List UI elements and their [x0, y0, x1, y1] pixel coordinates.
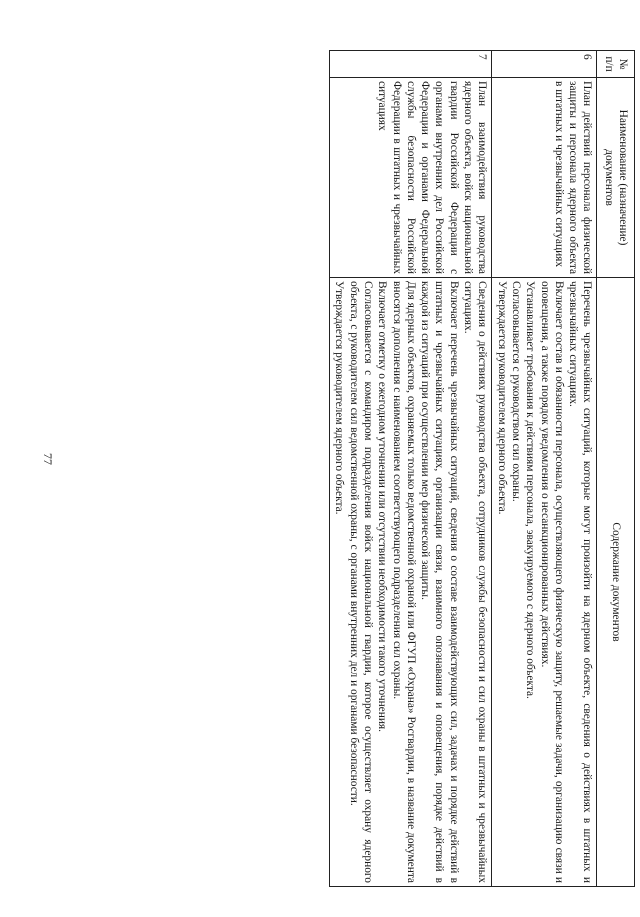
row-6-paragraph: Устанавливает требования к действиям персонала, эвакуируемого с ядерного объекта. [524, 281, 537, 699]
document-page [75, 50, 635, 886]
row-6-content [492, 278, 597, 887]
header-content: Содержание документов [597, 278, 635, 887]
row-7-paragraph: Согласовывается с командиром подразделения войск национальной гвардии, которое осуществляет охрану ядерного объекта, с руководителем сил ведомственной охраны, с органами внутренних дел и органами безопасности. [347, 281, 374, 883]
header-num: № п/п [597, 51, 635, 78]
row-6-paragraph: Утверждается руководителем ядерного объекта. [495, 281, 508, 515]
page-number: 77 [41, 453, 55, 465]
table-row [492, 51, 597, 887]
rotated-table-container [75, 50, 635, 886]
row-7-content [330, 278, 492, 887]
row-7-paragraph: Включает перечень чрезвычайных ситуаций, сведения о составе взаимодействующих сил, задачах и порядке действий в штатных и чрезвычайных ситуациях, организации связи, взаимного опознавания и оповещения, порядке действий в каждой из ситуаций при осуществлении мер физической защиты. [419, 281, 460, 883]
row-6-paragraph: Согласовывается с руководством сил охраны. [509, 281, 522, 502]
table-header-row [597, 51, 635, 887]
row-7-paragraph: Включает отметку о ежегодном уточнении или отсутствии необходимости такого уточнения. [376, 281, 389, 733]
header-name: Наименование (назначение) документов [597, 78, 635, 278]
row-7-paragraph: Для ядерных объектов, охраняемых только ведомственной охраной или ФГУП «Охрана» Росгвардии, в название документа вносятся дополнения с наименованием соответствующего подразделения сил охраны. [390, 281, 417, 883]
row-7-name: План взаимодействия руководства ядерного объекта, войск национальной гвардии Российской Федерации с органами внутренних дел Российской Федерации и органами Федеральной службы безопасности Российской Федерации в штатных и чрезвычайных ситуациях [330, 78, 492, 278]
row-7-num: 7 [330, 51, 492, 78]
row-6-paragraph: Перечень чрезвычайных ситуаций, которые могут произойти на ядерном объекте, сведения о действиях в штатных и чрезвычайных ситуациях. [567, 281, 594, 883]
table-row [330, 51, 492, 887]
row-6-paragraph: Включает состав и обязанности персонала, осуществляющего физическую защиту, решаемые задачи, организацию связи и оповещения, а также порядок уведомления о несанкционированных действиях. [538, 281, 565, 883]
row-6-num: 6 [492, 51, 597, 78]
row-7-paragraph: Утверждается руководителем ядерного объекта. [333, 281, 346, 515]
documents-table [329, 50, 635, 887]
row-7-paragraph: Сведения о действиях руководства объекта, сотрудников службы безопасности и сил охраны в штатных и чрезвычайных ситуациях. [462, 281, 489, 883]
row-6-name: План действий персонала физической защиты и персонала ядерного объекта в штатных и чрезвычайных ситуациях [492, 78, 597, 278]
